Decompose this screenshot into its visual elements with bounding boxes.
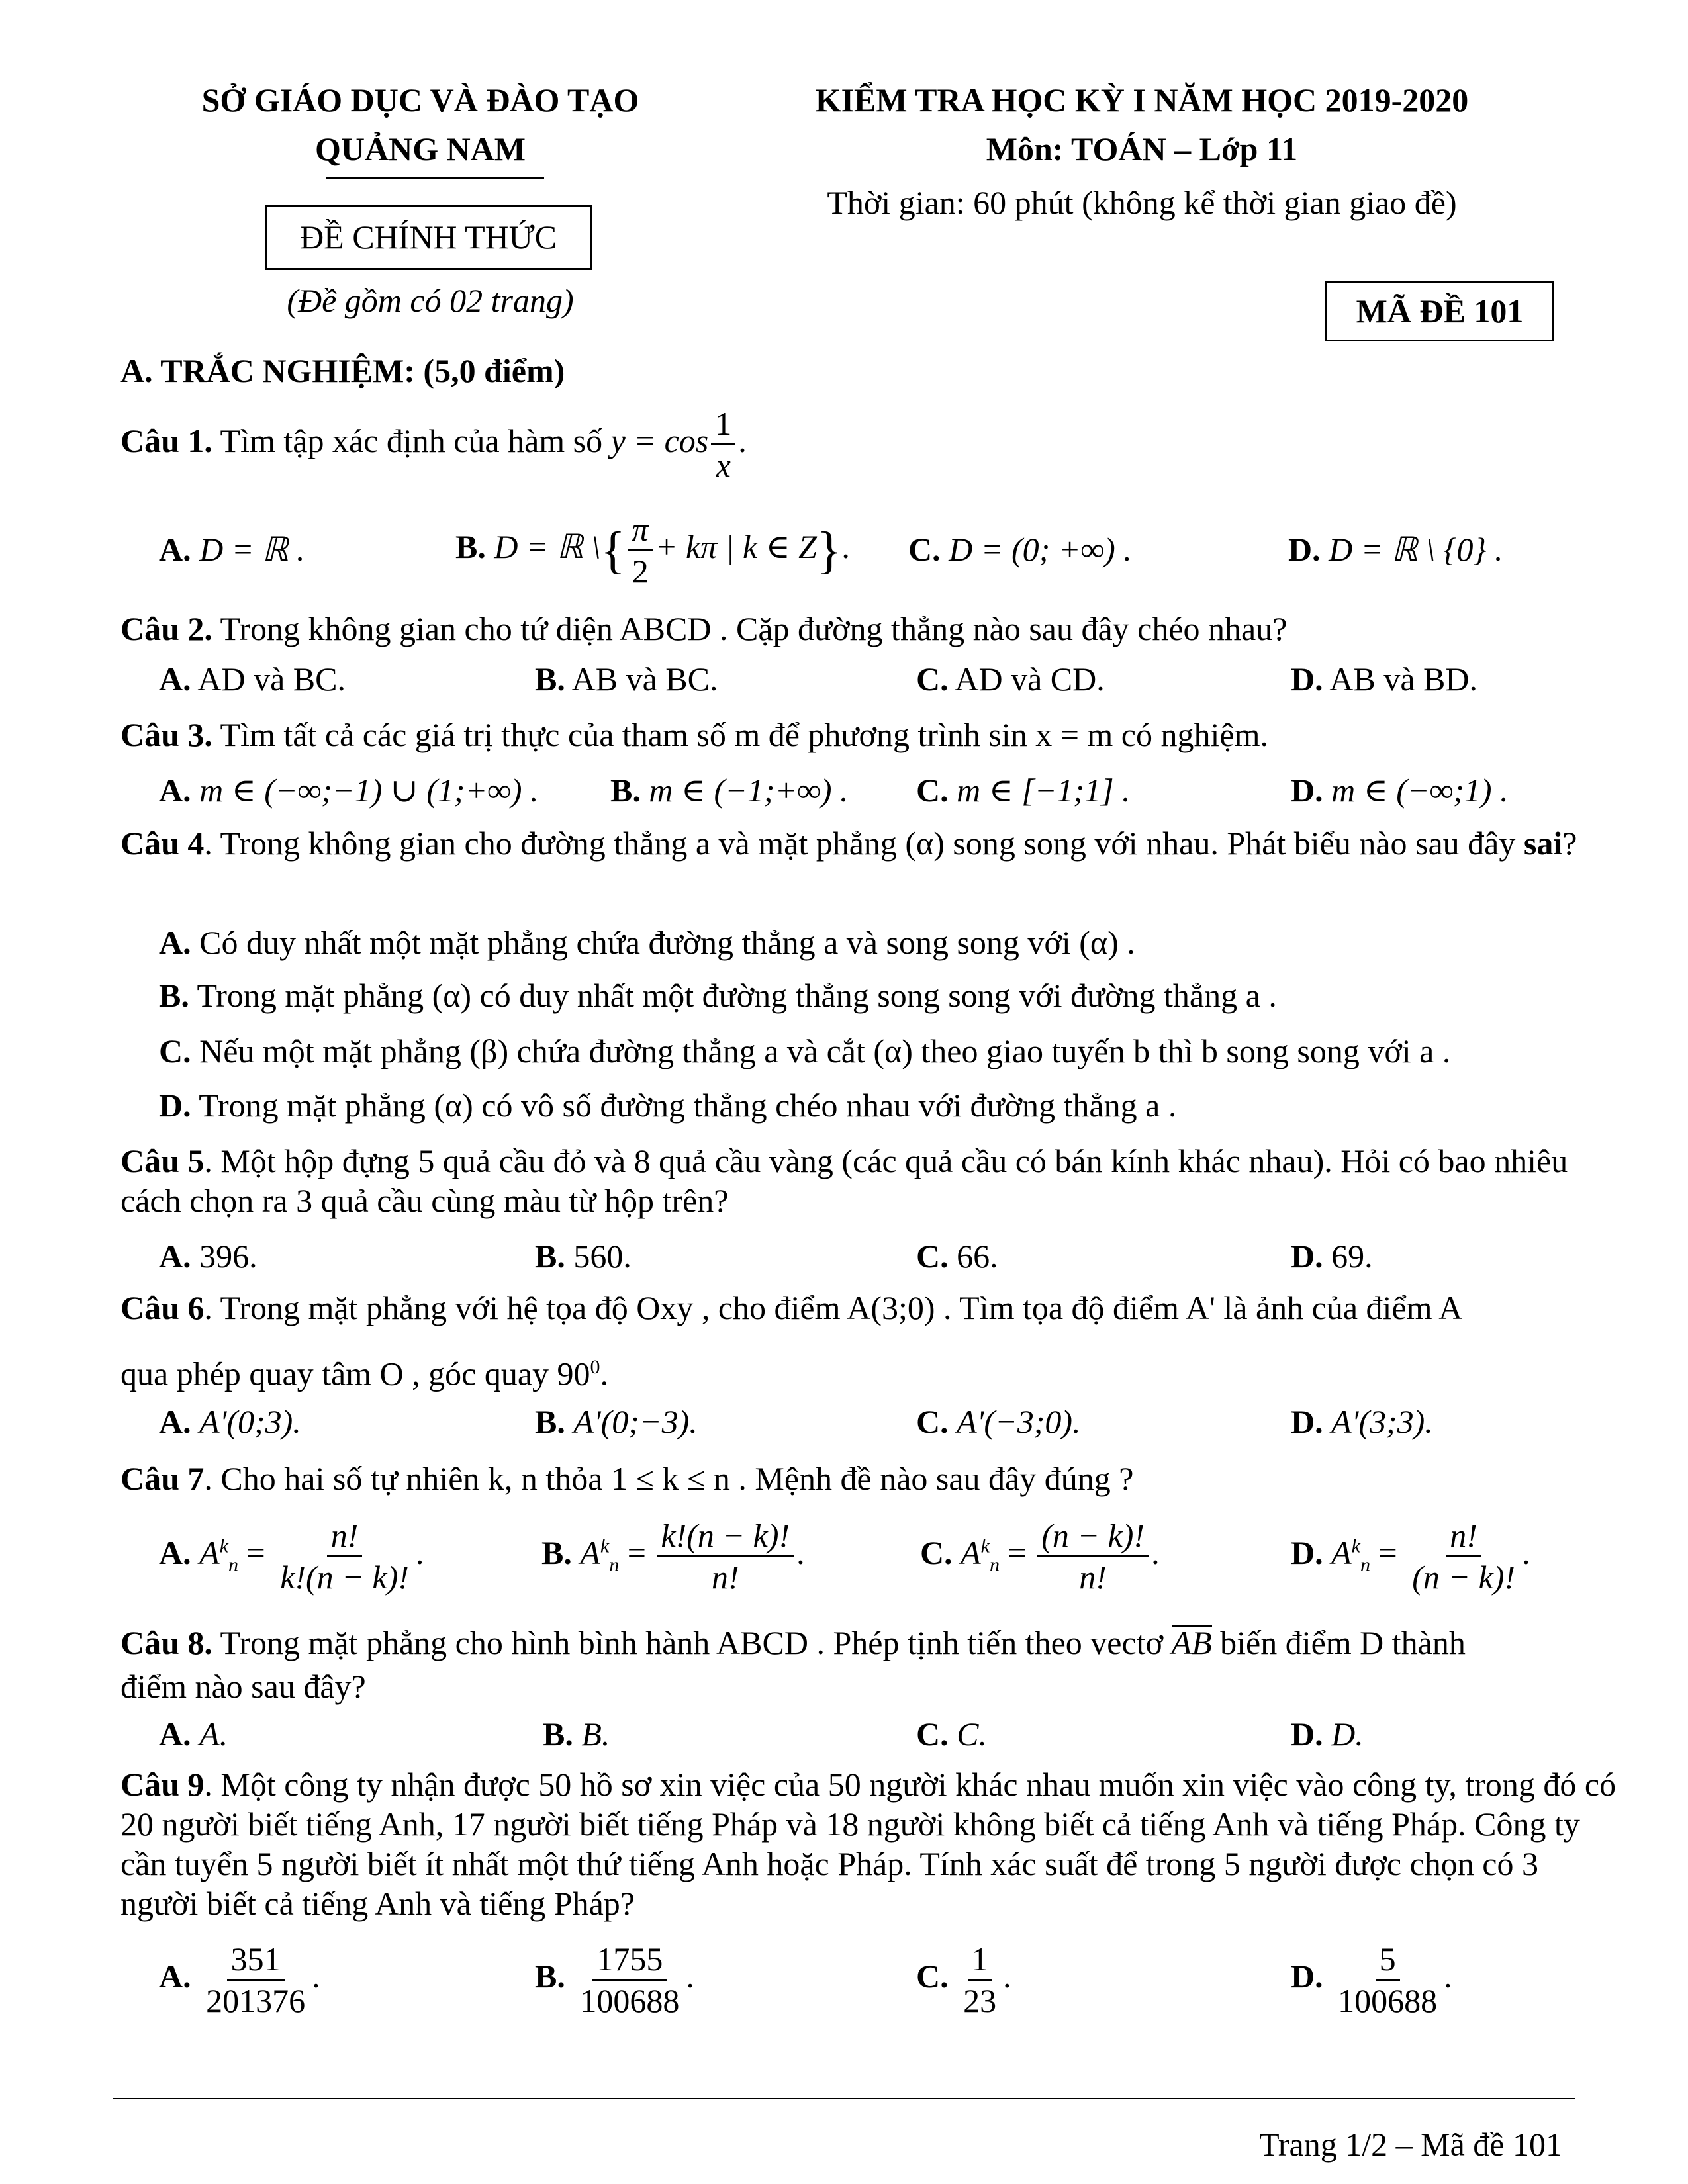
question-4: Câu 4. Trong không gian cho đường thẳng a và mặt phẳng (α) song song với nhau. Phát biểu nào sau đây sai?	[120, 825, 1577, 862]
q6-option-a[interactable]: A. A'(0;3).	[159, 1403, 301, 1440]
question-6-line-2: qua phép quay tâm O , góc quay $90^0$.	[120, 1355, 609, 1392]
question-1-function: y = cos	[610, 422, 709, 459]
question-9: Câu 9. Một công ty nhận được 50 hồ sơ xin việc của 50 người khác nhau muốn xin việc vào công ty, trong đó có 20 người biết tiếng Anh, 17 người biết tiếng Pháp và 18 người không biết cả tiếng Anh và tiếng Pháp. Công ty cần tuyển 5 người biết ít nhất một thứ tiếng Anh hoặc Pháp. Tính xác suất để trong 5 người được chọn có 3 người biết cả tiếng Anh và tiếng Pháp?	[120, 1766, 1617, 1922]
q2-option-a[interactable]: A. AD và BC.	[159, 660, 346, 698]
official-exam-label: ĐỀ CHÍNH THỨC	[300, 218, 557, 255]
q5-option-a[interactable]: A. 396.	[159, 1238, 258, 1275]
exam-code: MÃ ĐỀ 101	[1356, 293, 1524, 330]
q2-option-c[interactable]: C. AD và CD.	[916, 660, 1105, 698]
vector-ab: AB	[1171, 1624, 1212, 1661]
q9-option-a[interactable]: A. $\frac{351}{201376}$ .	[159, 1940, 320, 2019]
q6-option-b[interactable]: B. A'(0;−3).	[535, 1403, 698, 1440]
question-1-fraction: $\frac{1}{x}$	[711, 404, 735, 485]
q8-option-d[interactable]: D. D.	[1291, 1715, 1364, 1752]
subject-line: Môn: TOÁN – Lớp 11	[986, 130, 1298, 167]
q3-option-b[interactable]: B. m ∈ (−1;+∞) .	[610, 772, 849, 809]
question-8-line-2: điểm nào sau đây?	[120, 1668, 366, 1705]
q6-option-c[interactable]: C. A'(−3;0).	[916, 1403, 1081, 1440]
q3-option-a[interactable]: A. m ∈ (−∞;−1) ∪ (1;+∞) .	[159, 772, 539, 809]
question-8-line-1: Câu 8. Trong mặt phẳng cho hình bình hành ABCD . Phép tịnh tiến theo vectơ AB biến điểm D thành	[120, 1624, 1466, 1661]
question-2: Câu 2. Trong không gian cho tứ diện ABCD . Cặp đường thẳng nào sau đây chéo nhau?	[120, 610, 1288, 647]
q1-option-d[interactable]: D. D = ℝ \ {0} .	[1288, 531, 1503, 568]
q7-option-a[interactable]: A. $A^k_n$ = $\frac{n!}{k!(n - k)!}$ .	[159, 1517, 424, 1596]
q9-option-b[interactable]: B. $\frac{1755}{100688}$ .	[535, 1940, 694, 2019]
question-1-label: Câu 1.	[120, 422, 212, 459]
question-1: Câu 1. Tìm tập xác định của hàm số y = cos $\frac{1}{x}$ .	[120, 405, 747, 484]
department-line-2: QUẢNG NAM	[314, 130, 526, 167]
q4-option-a[interactable]: A. Có duy nhất một mặt phẳng chứa đường thẳng a và song song với (α) .	[159, 924, 1135, 961]
q3-option-d[interactable]: D. m ∈ (−∞;1) .	[1291, 772, 1509, 809]
q9-option-c[interactable]: C. $\frac{1}{23}$ .	[916, 1940, 1011, 2019]
q1-option-a[interactable]: A. D = ℝ .	[159, 531, 305, 568]
q3-option-c[interactable]: C. m ∈ [−1;1] .	[916, 772, 1131, 809]
q4-option-b[interactable]: B. Trong mặt phẳng (α) có duy nhất một đường thẳng song song với đường thẳng a .	[159, 977, 1277, 1014]
q7-option-d[interactable]: D. $A^k_n$ = $\frac{n!}{(n - k)!}$ .	[1291, 1517, 1530, 1596]
q4-option-d[interactable]: D. Trong mặt phẳng (α) có vô số đường thẳng chéo nhau với đường thẳng a .	[159, 1087, 1177, 1124]
q1-option-c[interactable]: C. D = (0; +∞) .	[908, 531, 1132, 568]
q4-option-c[interactable]: C. Nếu một mặt phẳng (β) chứa đường thẳng a và cắt (α) theo giao tuyến b thì b song song với a .	[159, 1032, 1451, 1069]
q5-option-b[interactable]: B. 560.	[535, 1238, 632, 1275]
question-6-line-1: Câu 6. Trong mặt phẳng với hệ tọa độ Oxy , cho điểm A(3;0) . Tìm tọa độ điểm A' là ảnh của điểm A	[120, 1289, 1463, 1326]
q8-option-c[interactable]: C. C.	[916, 1715, 987, 1752]
q5-option-d[interactable]: D. 69.	[1291, 1238, 1373, 1275]
question-1-text: Tìm tập xác định của hàm số	[220, 422, 603, 459]
page-footer: Trang 1/2 – Mã đề 101	[1259, 2126, 1562, 2163]
q9-option-d[interactable]: D. $\frac{5}{100688}$ .	[1291, 1940, 1452, 2019]
q6-option-d[interactable]: D. A'(3;3).	[1291, 1403, 1433, 1440]
q7-option-c[interactable]: C. $A^k_n$ = $\frac{(n - k)!}{n!}$ .	[920, 1517, 1160, 1596]
q2-option-b[interactable]: B. AB và BC.	[535, 660, 718, 698]
q8-option-a[interactable]: A. A.	[159, 1715, 228, 1752]
time-note: Thời gian: 60 phút (không kể thời gian giao đề)	[827, 184, 1457, 221]
footer-rule	[113, 2098, 1575, 2099]
pages-note: (Đề gồm có 02 trang)	[287, 282, 574, 319]
q1-option-b[interactable]: B. D = ℝ \{ $\frac{\pi}{2}$ + kπ | k ∈ Z}.	[455, 511, 850, 590]
question-3: Câu 3. Tìm tất cả các giá trị thực của tham số m để phương trình sin x = m có nghiệm.	[120, 716, 1268, 753]
question-5: Câu 5. Một hộp đựng 5 quả cầu đỏ và 8 quả cầu vàng (các quả cầu có bán kính khác nhau). Hỏi có bao nhiêu cách chọn ra 3 quả cầu cùng màu từ hộp trên?	[120, 1142, 1568, 1219]
q8-option-b[interactable]: B. B.	[543, 1715, 610, 1752]
section-heading: A. TRẮC NGHIỆM: (5,0 điểm)	[120, 352, 565, 389]
q5-option-c[interactable]: C. 66.	[916, 1238, 998, 1275]
q2-option-d[interactable]: D. AB và BD.	[1291, 660, 1477, 698]
exam-title: KIỂM TRA HỌC KỲ I NĂM HỌC 2019-2020	[815, 81, 1469, 118]
q7-option-b[interactable]: B. $A^k_n$ = $\frac{k!(n - k)!}{n!}$ .	[541, 1517, 805, 1596]
department-underline	[326, 177, 544, 179]
department-line-1: SỞ GIÁO DỤC VÀ ĐÀO TẠO	[201, 81, 639, 118]
question-7: Câu 7. Cho hai số tự nhiên k, n thỏa 1 ≤ k ≤ n . Mệnh đề nào sau đây đúng ?	[120, 1460, 1134, 1497]
